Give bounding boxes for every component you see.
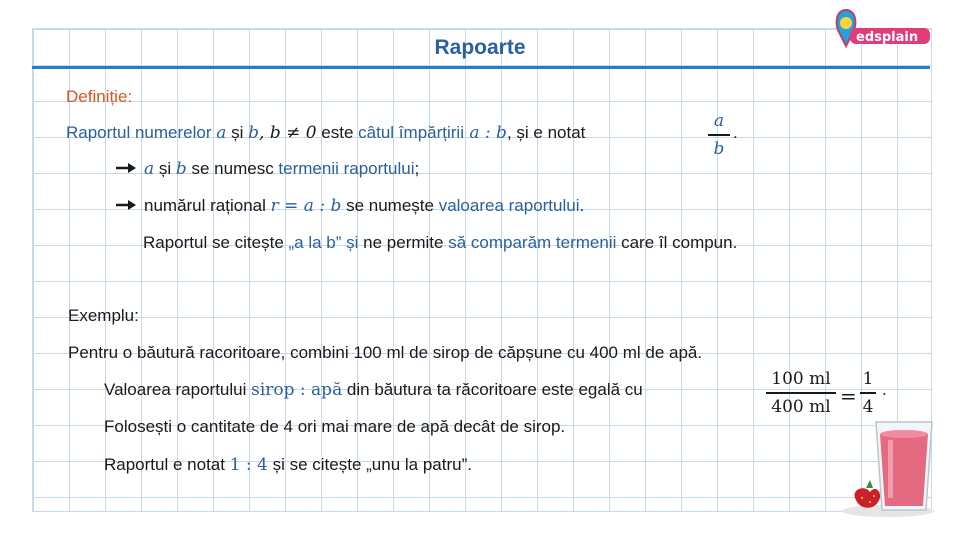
example-period: . <box>882 380 887 399</box>
grid-background <box>32 28 932 512</box>
reading-line <box>143 232 737 254</box>
logo-text: edsplain <box>856 30 919 45</box>
fraction-bar <box>860 392 876 394</box>
example-line-1: Pentru o băutură racoritoare, combini 100 ml de sirop de căpșune cu 400 ml de apă. <box>68 343 703 362</box>
bullet-named-text: se numesc <box>186 159 279 178</box>
and-word: și <box>226 123 249 142</box>
example-line-3: Folosești o cantitate de 4 ori mai mare de apă decât de sirop. <box>104 417 566 436</box>
bullet-and: și <box>154 159 176 178</box>
definition-period: . <box>733 123 738 142</box>
arrow-right-icon <box>116 199 136 211</box>
bullet-var-b: b <box>175 159 187 179</box>
fraction-100-over-400 <box>766 368 836 418</box>
definition-heading: Definiție: <box>66 87 133 106</box>
arrow-right-icon <box>116 162 136 174</box>
reading-start: Raportul se citește <box>143 233 289 252</box>
reading-end: care îl compun. <box>616 233 738 252</box>
fraction-numerator: 100 ml <box>771 369 831 389</box>
fraction-bar <box>766 392 836 394</box>
bullet-value <box>116 195 584 217</box>
bullet-terms <box>116 158 419 180</box>
bullet-var-a: a <box>144 159 155 179</box>
fraction-denominator: 400 ml <box>771 396 831 417</box>
juice-glass-icon <box>840 418 940 518</box>
equals-sign: = <box>840 384 857 408</box>
is-word: este <box>316 123 359 142</box>
example-value-end: din băutura ta răcoritoare este egală cu <box>342 380 643 399</box>
reading-mid: ne permite <box>358 233 449 252</box>
r-equals-a-div-b: r = a : b <box>270 196 342 216</box>
fraction-denominator: 4 <box>862 396 874 417</box>
a-div-b: a : b <box>463 123 507 143</box>
fraction-numerator: 1 <box>862 369 874 389</box>
example-line-4 <box>104 454 472 476</box>
definition-text-start: Raportul numerelor <box>66 123 217 142</box>
page-title: Rapoarte <box>434 36 526 59</box>
bullet-semicolon: ; <box>414 159 420 178</box>
fraction-1-over-4 <box>860 368 876 418</box>
definition-line <box>66 122 585 144</box>
compare-highlight: să comparăm termenii <box>448 233 617 252</box>
notation-start: Raportul e notat <box>104 455 230 474</box>
notation-phrase: , și e notat <box>506 123 586 142</box>
fraction-denominator: b <box>713 138 725 159</box>
terms-highlight: termenii raportului <box>278 159 415 178</box>
value-highlight: valoarea raportului <box>438 196 580 215</box>
fraction-numerator: a <box>713 111 725 131</box>
fraction-a-over-b <box>708 110 730 160</box>
var-b: b <box>248 123 260 143</box>
syrup-water-ratio: sirop : apă <box>251 380 343 400</box>
reading-quote: „a la b” și <box>288 233 359 252</box>
var-a: a <box>216 123 227 143</box>
title-divider <box>32 66 930 69</box>
example-line-2 <box>104 379 643 401</box>
bullet-period: . <box>579 196 585 215</box>
quotient-phrase: câtul împărțirii <box>358 123 464 142</box>
example-value-start: Valoarea raportului <box>104 380 252 399</box>
called-text: se numește <box>341 196 439 215</box>
fraction-bar <box>708 134 730 136</box>
rational-number-text: numărul rațional <box>144 196 271 215</box>
example-heading: Exemplu: <box>68 306 139 325</box>
ratio-1-to-4: 1 : 4 <box>229 455 268 475</box>
notation-end: și se citește „unu la patru”. <box>267 455 472 474</box>
b-not-zero: , b ≠ 0 <box>259 123 317 143</box>
